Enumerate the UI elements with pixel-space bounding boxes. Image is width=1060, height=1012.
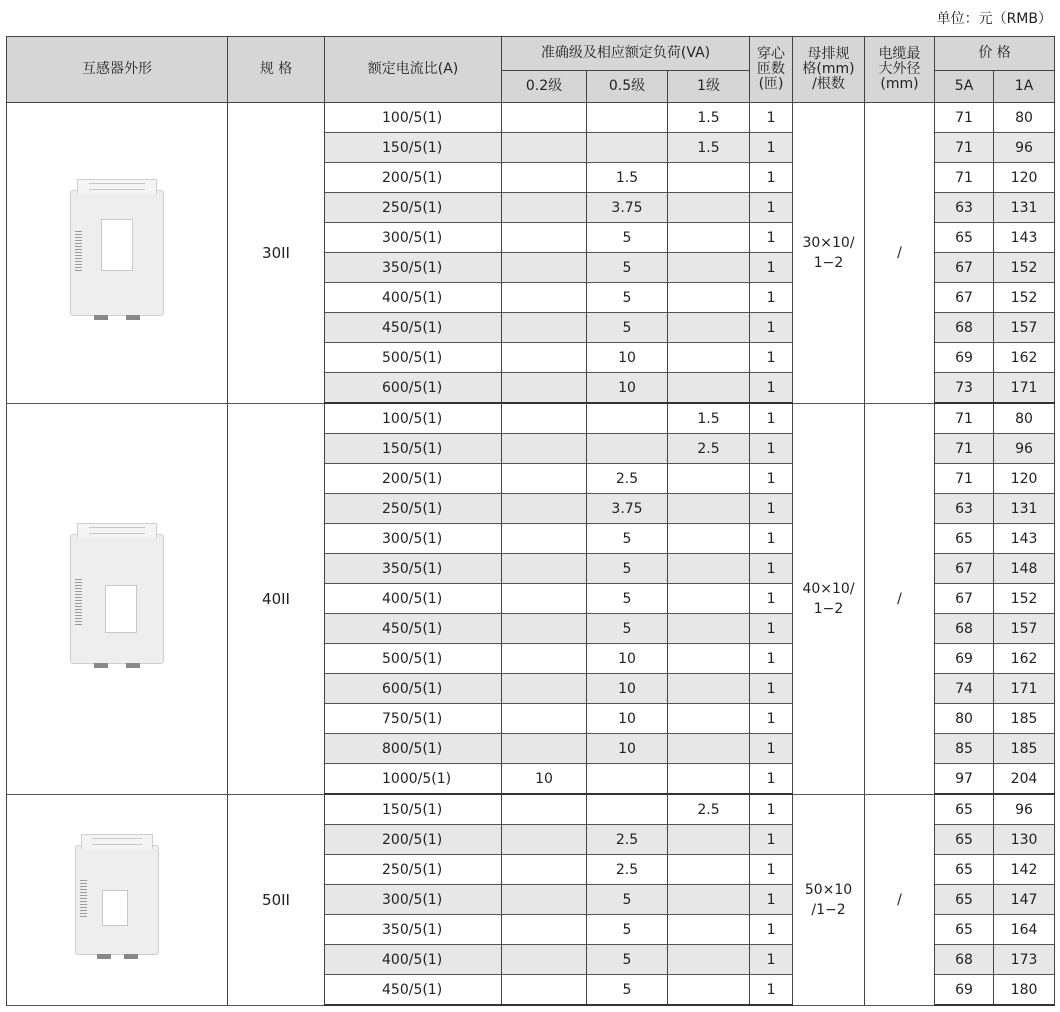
header-busbar-line2: 格(mm)	[802, 61, 855, 77]
acc-05-cell: 5	[587, 554, 668, 584]
price-5a-cell: 71	[935, 434, 994, 464]
turns-cell: 1	[750, 313, 793, 343]
acc-05-cell: 5	[587, 524, 668, 554]
acc-05-cell	[587, 403, 668, 434]
turns-cell: 1	[750, 133, 793, 163]
ratio-cell: 200/5(1)	[325, 825, 502, 855]
ratio-cell: 600/5(1)	[325, 373, 502, 404]
acc-02-cell	[502, 794, 587, 825]
price-5a-cell: 65	[935, 223, 994, 253]
acc-1-cell	[668, 283, 750, 313]
ratio-cell: 150/5(1)	[325, 434, 502, 464]
acc-02-cell	[502, 494, 587, 524]
acc-1-cell	[668, 945, 750, 975]
header-busbar-line3: /根数	[812, 76, 845, 92]
ratio-cell: 450/5(1)	[325, 313, 502, 343]
price-1a-cell: 131	[994, 494, 1055, 524]
header-acc-1: 1级	[668, 71, 750, 103]
turns-cell: 1	[750, 163, 793, 193]
price-1a-cell: 80	[994, 403, 1055, 434]
header-cable-line1: 电缆最	[878, 46, 921, 62]
cable-cell: /	[865, 103, 935, 404]
ratio-cell: 750/5(1)	[325, 704, 502, 734]
turns-cell: 1	[750, 403, 793, 434]
acc-02-cell	[502, 825, 587, 855]
acc-05-cell	[587, 764, 668, 795]
price-5a-cell: 74	[935, 674, 994, 704]
acc-02-cell	[502, 885, 587, 915]
acc-05-cell: 5	[587, 614, 668, 644]
turns-cell: 1	[750, 614, 793, 644]
price-5a-cell: 97	[935, 764, 994, 795]
acc-02-cell	[502, 133, 587, 163]
price-table	[6, 36, 1055, 1006]
acc-1-cell: 2.5	[668, 434, 750, 464]
current-transformer-image	[70, 534, 164, 664]
acc-1-cell	[668, 524, 750, 554]
price-1a-cell: 171	[994, 373, 1055, 404]
turns-cell: 1	[750, 223, 793, 253]
price-5a-cell: 65	[935, 855, 994, 885]
header-accuracy-group: 准确级及相应额定负荷(VA)	[502, 37, 750, 71]
spec-cell: 50II	[228, 794, 325, 1005]
header-acc-05: 0.5级	[587, 71, 668, 103]
acc-1-cell	[668, 584, 750, 614]
price-1a-cell: 162	[994, 644, 1055, 674]
acc-1-cell	[668, 373, 750, 404]
ratio-cell: 350/5(1)	[325, 915, 502, 945]
acc-05-cell: 10	[587, 343, 668, 373]
ratio-cell: 200/5(1)	[325, 464, 502, 494]
ratio-cell: 800/5(1)	[325, 734, 502, 764]
unit-label: 单位：元（RMB）	[936, 11, 1052, 27]
acc-05-cell: 10	[587, 674, 668, 704]
header-price-5a: 5A	[935, 71, 994, 103]
header-cable-line3: (mm)	[880, 76, 919, 92]
price-1a-cell: 171	[994, 674, 1055, 704]
acc-02-cell	[502, 704, 587, 734]
acc-05-cell: 5	[587, 885, 668, 915]
turns-cell: 1	[750, 584, 793, 614]
acc-05-cell: 10	[587, 704, 668, 734]
acc-1-cell	[668, 313, 750, 343]
busbar-cell	[793, 794, 865, 1005]
header-busbar-line1: 母排规	[807, 46, 850, 62]
ratio-cell: 150/5(1)	[325, 794, 502, 825]
price-5a-cell: 71	[935, 133, 994, 163]
acc-1-cell: 1.5	[668, 103, 750, 133]
acc-05-cell: 10	[587, 644, 668, 674]
turns-cell: 1	[750, 494, 793, 524]
busbar-cell	[793, 103, 865, 404]
ratio-cell: 450/5(1)	[325, 975, 502, 1006]
turns-cell: 1	[750, 434, 793, 464]
ratio-cell: 300/5(1)	[325, 223, 502, 253]
acc-05-cell: 5	[587, 584, 668, 614]
price-5a-cell: 65	[935, 794, 994, 825]
price-1a-cell: 164	[994, 915, 1055, 945]
turns-cell: 1	[750, 734, 793, 764]
turns-cell: 1	[750, 885, 793, 915]
turns-cell: 1	[750, 825, 793, 855]
acc-02-cell	[502, 434, 587, 464]
price-1a-cell: 173	[994, 945, 1055, 975]
acc-1-cell	[668, 554, 750, 584]
turns-cell: 1	[750, 764, 793, 795]
header-acc-02: 0.2级	[502, 71, 587, 103]
turns-cell: 1	[750, 644, 793, 674]
acc-1-cell	[668, 704, 750, 734]
busbar-line2: 1−2	[813, 600, 844, 617]
acc-02-cell	[502, 915, 587, 945]
header-price-group: 价 格	[935, 37, 1055, 71]
acc-1-cell	[668, 223, 750, 253]
acc-05-cell	[587, 133, 668, 163]
price-1a-cell: 143	[994, 223, 1055, 253]
acc-02-cell	[502, 253, 587, 283]
busbar-line2: 1−2	[813, 254, 844, 271]
ratio-cell: 200/5(1)	[325, 163, 502, 193]
product-image-cell	[7, 794, 228, 1005]
current-transformer-image	[70, 190, 164, 316]
acc-1-cell	[668, 464, 750, 494]
acc-02-cell	[502, 283, 587, 313]
price-5a-cell: 68	[935, 614, 994, 644]
ratio-cell: 500/5(1)	[325, 343, 502, 373]
price-1a-cell: 185	[994, 704, 1055, 734]
price-5a-cell: 80	[935, 704, 994, 734]
acc-05-cell	[587, 434, 668, 464]
price-5a-cell: 71	[935, 103, 994, 133]
price-1a-cell: 80	[994, 103, 1055, 133]
ratio-cell: 300/5(1)	[325, 885, 502, 915]
price-1a-cell: 152	[994, 584, 1055, 614]
turns-cell: 1	[750, 945, 793, 975]
header-price-1a: 1A	[994, 71, 1055, 103]
header-spec: 规 格	[228, 37, 325, 103]
ratio-cell: 500/5(1)	[325, 644, 502, 674]
cable-cell: /	[865, 403, 935, 794]
turns-cell: 1	[750, 464, 793, 494]
price-1a-cell: 204	[994, 764, 1055, 795]
acc-1-cell	[668, 825, 750, 855]
price-1a-cell: 120	[994, 464, 1055, 494]
acc-02-cell	[502, 674, 587, 704]
price-5a-cell: 73	[935, 373, 994, 404]
header-turns-line1: 穿心	[757, 46, 786, 62]
price-5a-cell: 65	[935, 915, 994, 945]
acc-02-cell	[502, 313, 587, 343]
price-1a-cell: 142	[994, 855, 1055, 885]
acc-02-cell	[502, 163, 587, 193]
turns-cell: 1	[750, 193, 793, 223]
acc-02-cell	[502, 584, 587, 614]
price-5a-cell: 67	[935, 554, 994, 584]
price-1a-cell: 130	[994, 825, 1055, 855]
acc-02-cell	[502, 193, 587, 223]
acc-02-cell	[502, 524, 587, 554]
busbar-line1: 30×10/	[802, 234, 855, 251]
turns-cell: 1	[750, 103, 793, 133]
price-1a-cell: 152	[994, 283, 1055, 313]
turns-cell: 1	[750, 554, 793, 584]
acc-02-cell	[502, 223, 587, 253]
price-5a-cell: 65	[935, 885, 994, 915]
price-1a-cell: 96	[994, 434, 1055, 464]
ratio-cell: 250/5(1)	[325, 855, 502, 885]
price-1a-cell: 157	[994, 614, 1055, 644]
price-5a-cell: 71	[935, 163, 994, 193]
price-1a-cell: 152	[994, 253, 1055, 283]
acc-02-cell	[502, 734, 587, 764]
acc-05-cell: 5	[587, 915, 668, 945]
price-1a-cell: 120	[994, 163, 1055, 193]
table-row	[7, 403, 1055, 434]
ratio-cell: 100/5(1)	[325, 403, 502, 434]
header-cable	[865, 37, 935, 103]
acc-05-cell: 10	[587, 734, 668, 764]
header-turns-line2: 匝数	[757, 61, 786, 77]
acc-1-cell	[668, 674, 750, 704]
acc-1-cell	[668, 855, 750, 885]
acc-1-cell	[668, 885, 750, 915]
turns-cell: 1	[750, 915, 793, 945]
acc-1-cell	[668, 614, 750, 644]
price-5a-cell: 69	[935, 975, 994, 1006]
ratio-cell: 350/5(1)	[325, 253, 502, 283]
spec-cell: 30II	[228, 103, 325, 404]
acc-05-cell: 5	[587, 253, 668, 283]
acc-05-cell: 2.5	[587, 855, 668, 885]
turns-cell: 1	[750, 674, 793, 704]
ratio-cell: 600/5(1)	[325, 674, 502, 704]
acc-05-cell: 5	[587, 313, 668, 343]
price-1a-cell: 162	[994, 343, 1055, 373]
acc-1-cell: 2.5	[668, 794, 750, 825]
acc-05-cell: 2.5	[587, 464, 668, 494]
acc-1-cell	[668, 494, 750, 524]
price-1a-cell: 131	[994, 193, 1055, 223]
acc-02-cell	[502, 464, 587, 494]
price-5a-cell: 67	[935, 584, 994, 614]
busbar-cell	[793, 403, 865, 794]
acc-1-cell	[668, 163, 750, 193]
price-1a-cell: 157	[994, 313, 1055, 343]
turns-cell: 1	[750, 253, 793, 283]
acc-05-cell: 3.75	[587, 494, 668, 524]
table-row	[7, 103, 1055, 133]
acc-1-cell: 1.5	[668, 133, 750, 163]
ratio-cell: 400/5(1)	[325, 283, 502, 313]
current-transformer-image	[75, 845, 159, 955]
header-cable-line2: 大外径	[878, 61, 921, 77]
price-1a-cell: 96	[994, 794, 1055, 825]
price-1a-cell: 143	[994, 524, 1055, 554]
turns-cell: 1	[750, 373, 793, 404]
price-1a-cell: 147	[994, 885, 1055, 915]
busbar-line2: /1−2	[811, 901, 846, 918]
table-row	[7, 794, 1055, 825]
busbar-line1: 50×10	[804, 881, 853, 898]
price-5a-cell: 67	[935, 253, 994, 283]
acc-1-cell	[668, 644, 750, 674]
acc-02-cell	[502, 403, 587, 434]
ratio-cell: 250/5(1)	[325, 494, 502, 524]
acc-02-cell	[502, 945, 587, 975]
acc-02-cell	[502, 373, 587, 404]
price-5a-cell: 68	[935, 313, 994, 343]
acc-02-cell	[502, 855, 587, 885]
acc-05-cell: 3.75	[587, 193, 668, 223]
acc-05-cell: 10	[587, 373, 668, 404]
price-5a-cell: 63	[935, 193, 994, 223]
ratio-cell: 1000/5(1)	[325, 764, 502, 795]
price-5a-cell: 85	[935, 734, 994, 764]
price-1a-cell: 96	[994, 133, 1055, 163]
price-1a-cell: 185	[994, 734, 1055, 764]
cable-cell: /	[865, 794, 935, 1005]
header-ratio: 额定电流比(A)	[325, 37, 502, 103]
ratio-cell: 400/5(1)	[325, 584, 502, 614]
price-5a-cell: 63	[935, 494, 994, 524]
turns-cell: 1	[750, 343, 793, 373]
ratio-cell: 100/5(1)	[325, 103, 502, 133]
price-5a-cell: 69	[935, 644, 994, 674]
price-5a-cell: 71	[935, 464, 994, 494]
acc-05-cell: 5	[587, 283, 668, 313]
price-5a-cell: 69	[935, 343, 994, 373]
acc-1-cell	[668, 915, 750, 945]
turns-cell: 1	[750, 704, 793, 734]
product-image-cell	[7, 103, 228, 404]
acc-05-cell: 1.5	[587, 163, 668, 193]
table-body	[7, 103, 1055, 1006]
acc-05-cell: 5	[587, 223, 668, 253]
header-turns-line3: (匝)	[758, 76, 784, 92]
turns-cell: 1	[750, 855, 793, 885]
price-5a-cell: 71	[935, 403, 994, 434]
acc-1-cell: 1.5	[668, 403, 750, 434]
acc-02-cell: 10	[502, 764, 587, 795]
acc-05-cell	[587, 794, 668, 825]
acc-1-cell	[668, 253, 750, 283]
turns-cell: 1	[750, 524, 793, 554]
turns-cell: 1	[750, 283, 793, 313]
busbar-line1: 40×10/	[802, 580, 855, 597]
table-header	[7, 37, 1055, 103]
price-5a-cell: 67	[935, 283, 994, 313]
price-5a-cell: 68	[935, 945, 994, 975]
ratio-cell: 400/5(1)	[325, 945, 502, 975]
acc-05-cell: 5	[587, 945, 668, 975]
acc-02-cell	[502, 554, 587, 584]
acc-02-cell	[502, 975, 587, 1006]
acc-02-cell	[502, 614, 587, 644]
ratio-cell: 350/5(1)	[325, 554, 502, 584]
turns-cell: 1	[750, 794, 793, 825]
spec-cell: 40II	[228, 403, 325, 794]
product-image-cell	[7, 403, 228, 794]
header-busbar	[793, 37, 865, 103]
header-turns	[750, 37, 793, 103]
price-1a-cell: 148	[994, 554, 1055, 584]
acc-1-cell	[668, 193, 750, 223]
ratio-cell: 300/5(1)	[325, 524, 502, 554]
acc-05-cell: 2.5	[587, 825, 668, 855]
turns-cell: 1	[750, 975, 793, 1006]
price-5a-cell: 65	[935, 825, 994, 855]
acc-1-cell	[668, 734, 750, 764]
acc-02-cell	[502, 103, 587, 133]
acc-05-cell	[587, 103, 668, 133]
ratio-cell: 150/5(1)	[325, 133, 502, 163]
header-shape: 互感器外形	[7, 37, 228, 103]
acc-02-cell	[502, 644, 587, 674]
ratio-cell: 450/5(1)	[325, 614, 502, 644]
acc-1-cell	[668, 975, 750, 1006]
acc-1-cell	[668, 343, 750, 373]
price-5a-cell: 65	[935, 524, 994, 554]
acc-02-cell	[502, 343, 587, 373]
acc-1-cell	[668, 764, 750, 795]
ratio-cell: 250/5(1)	[325, 193, 502, 223]
price-1a-cell: 180	[994, 975, 1055, 1006]
acc-05-cell: 5	[587, 975, 668, 1006]
